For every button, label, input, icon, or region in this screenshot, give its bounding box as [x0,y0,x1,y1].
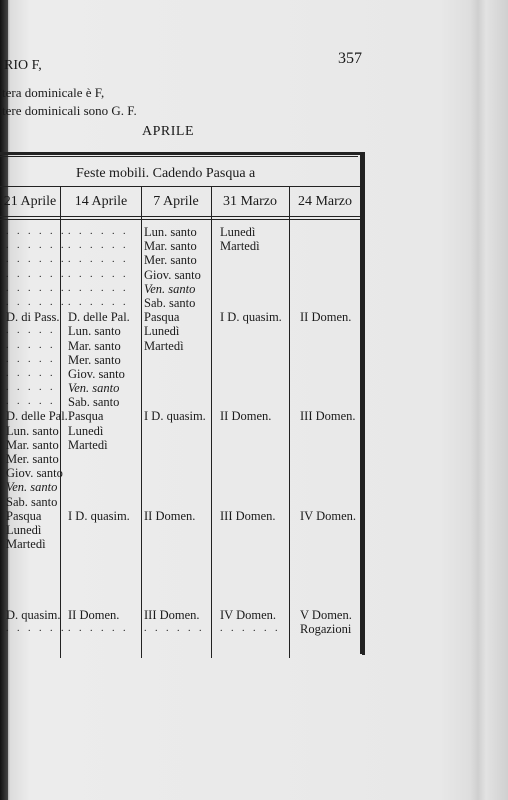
table-cell [144,438,206,452]
table-cell [300,353,356,367]
table-cell: Giov. santo [6,466,63,481]
table-cell [300,324,356,338]
table-cell [220,282,282,296]
table-cell: . . . . . . [144,623,205,635]
table-cell [220,594,282,608]
table-cell [68,580,130,594]
table-cell [144,551,206,565]
table-cell [144,580,206,594]
running-head: RIO F, [4,58,42,73]
table-cell: Lun. santo [6,423,59,438]
table-cell: . . . . . . [6,240,67,252]
table-cell: Martedì [6,537,46,552]
col-rule-4 [289,186,290,658]
table-cell: II Domen. [68,608,120,623]
table-cell [220,537,282,551]
col-rule-2 [141,186,142,658]
table-cell: D. di Pass. [6,310,60,325]
table-cell: . . . . . [6,325,56,337]
table-cell: II Domen. [144,508,196,523]
table-cell: Mar. santo [68,338,121,353]
column-header-21-aprile: 21 Aprile [3,194,57,209]
page-number: 357 [338,50,362,67]
table-cell: . . . . . . [6,296,67,308]
table-cell: IV Domen. [300,508,357,523]
column-7-aprile [144,225,206,636]
table-cell: Pasqua [6,508,42,523]
table-cell [220,268,282,282]
caption-rule [0,186,360,187]
table-cell [300,594,356,608]
table-cell [220,424,282,438]
table-cell: Pasqua [144,310,180,325]
col-rule-3 [211,186,212,658]
table-cell: . . . . . . [6,226,67,237]
table-cell: Lunedì [68,423,104,438]
table-cell [68,466,130,480]
table-cell [300,367,356,381]
table-cell [220,339,282,353]
table-cell: . . . . . . [68,282,129,294]
table-cell [300,495,356,509]
table-cell: III Domen. [220,508,276,523]
table-cell [300,566,356,580]
table-cell: Sab. santo [6,494,58,509]
table-cell: . . . . . . [68,226,129,237]
table-cell: Sab. santo [68,395,120,410]
table-cell [6,566,68,580]
table-cell [6,594,68,608]
table-cell [300,381,356,395]
table-cell [220,395,282,409]
table-cell: Lun. santo [68,324,121,339]
column-header-7-aprile: 7 Aprile [153,194,199,209]
text-line-2: tere dominicali sono G. F. [2,103,137,118]
table-cell: II Domen. [300,310,352,325]
table-cell: . . . . . [6,367,56,379]
table-cell: Mer. santo [6,452,59,466]
table-cell [300,424,356,438]
table-cell [144,367,206,381]
table-cell [144,523,206,537]
table-cell: . . . . . . [68,623,129,635]
table-cell: III Domen. [300,409,356,424]
table-cell [144,495,206,509]
table-cell: Lunedì [144,324,180,339]
table-cell: . . . . . [6,396,56,408]
table-cell: Sab. santo [144,295,196,310]
table-cell: V Domen. [300,608,352,623]
table-cell: Lun. santo [144,225,197,239]
table-cell [300,466,356,480]
table-cell: Mar. santo [6,437,59,452]
table-cell [300,523,356,537]
table-cell [68,452,130,466]
table-cell: Lunedì [6,522,42,537]
table-cell: I D. quasim. [220,310,282,325]
table-cell: . . . . . . [68,268,129,280]
table-cell: . . . . . . [68,240,129,252]
table-cell: . . . . . [6,382,56,394]
column-header-14-aprile: 14 Aprile [74,194,128,209]
table-cell: I D. quasim. [144,409,206,424]
table-cell [300,239,356,253]
table-cell [300,452,356,466]
table-cell: . . . . . . [220,623,281,635]
column-31-marzo [220,225,282,636]
table-cell [144,381,206,395]
table-cell: Giov. santo [68,366,125,381]
column-14-aprile [68,225,130,636]
table-cell: Rogazioni [300,622,352,637]
table-cell: . . . . . . [68,254,129,266]
table-cell [220,253,282,267]
table-cell [144,395,206,409]
table-cell: Ven. santo [6,480,58,495]
table-cell: . . . . . . [6,623,67,635]
table-cell: II Domen. [220,409,272,424]
table-cell [6,551,68,565]
table-cell [220,466,282,480]
table-cell: . . . . . . [6,268,67,280]
table-cell [144,452,206,466]
header-rule-2 [0,219,360,220]
table-cell [68,495,130,509]
table-cell [220,381,282,395]
table-cell: D. quasim. [6,608,61,623]
table-cell [220,452,282,466]
table-cell: Ven. santo [68,381,120,396]
table-cell [300,268,356,282]
table-cell [68,537,130,551]
table-cell [6,580,68,594]
column-24-marzo [300,225,356,636]
table-cell: I D. quasim. [68,508,130,523]
table-cell [144,566,206,580]
table-cell [220,438,282,452]
table-right-edge [360,152,363,654]
table-cell [144,537,206,551]
table-cell: Martedì [144,338,184,353]
table-cell [220,324,282,338]
table-cell: Pasqua [68,409,104,424]
table-cell [144,466,206,480]
table-cell: Mer. santo [68,352,121,367]
table-cell: D. delle Pal. [6,409,68,424]
table-cell: . . . . . [6,339,56,351]
table-cell: IV Domen. [220,608,277,623]
column-21-aprile [6,225,68,636]
text-line-1: tera dominicale è F, [2,85,105,100]
table-cell [144,424,206,438]
month-heading: APRILE [142,124,194,139]
table-cell: Martedì [68,437,108,452]
table-cell [300,253,356,267]
table-cell: . . . . . . [68,296,129,308]
table-cell: . . . . . . [6,254,67,266]
table-cell [220,296,282,310]
table-cell: . . . . . . [6,282,67,294]
table-caption: Feste mobili. Cadendo Pasqua a [76,166,256,181]
table-cell: . . . . . [6,353,56,365]
table-cell: D. delle Pal. [68,310,130,325]
table-cell [144,353,206,367]
table-cell [300,480,356,494]
table-cell [144,480,206,494]
table-cell [68,551,130,565]
table-cell [220,367,282,381]
table-cell [220,480,282,494]
table-cell [300,395,356,409]
header-rule [0,216,360,217]
table-cell [220,353,282,367]
table-cell [300,225,356,239]
table-cell [68,480,130,494]
table-cell: Lunedì [220,225,256,239]
table-cell [300,339,356,353]
table-cell [300,580,356,594]
column-header-24-marzo: 24 Marzo [297,194,353,209]
table-cell [220,495,282,509]
table-cell [68,523,130,537]
table-cell [220,566,282,580]
table-cell [220,523,282,537]
table-cell [300,282,356,296]
table-cell [300,551,356,565]
table-cell [68,594,130,608]
table-cell [300,438,356,452]
table-cell: Giov. santo [144,267,201,282]
table-cell: Mer. santo [144,253,197,268]
table-cell [300,296,356,310]
table-cell: Ven. santo [144,281,196,296]
table-cell: Martedì [220,239,260,254]
table-cell [300,537,356,551]
table-cell [68,566,130,580]
table-cell [220,580,282,594]
table-cell [220,551,282,565]
table-cell: III Domen. [144,608,200,623]
table-cell: Mar. santo [144,239,197,254]
table-cell [144,594,206,608]
column-header-31-marzo: 31 Marzo [222,194,278,209]
